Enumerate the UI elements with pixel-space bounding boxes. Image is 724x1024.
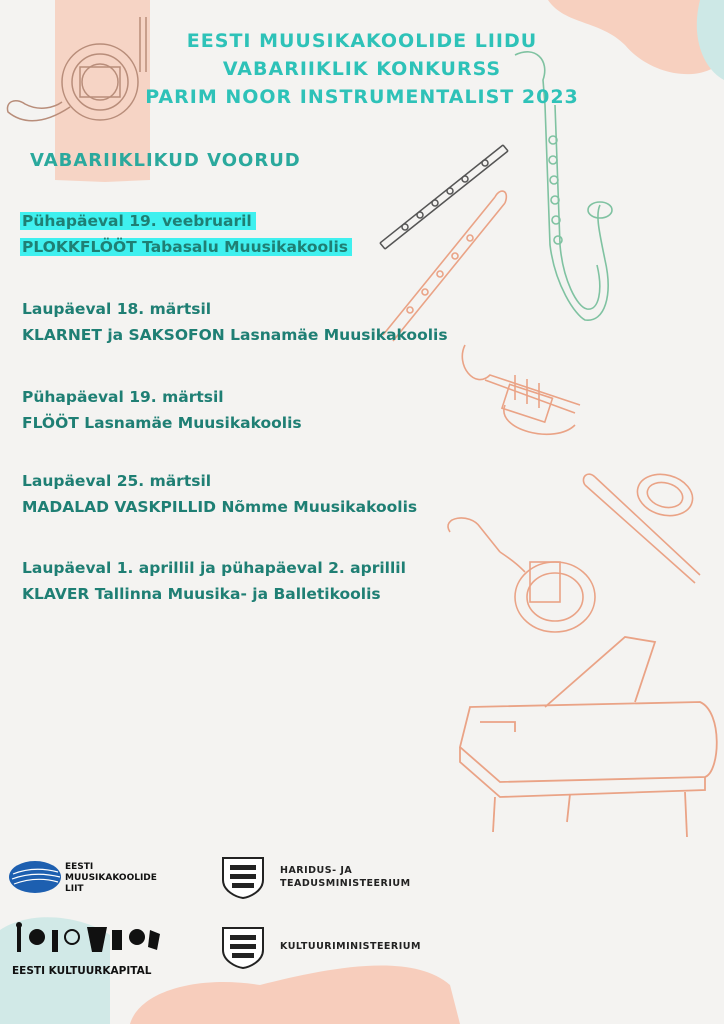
event-4 [22,468,417,520]
eml-line-2: MUUSIKAKOOLIDE [65,873,157,883]
tuba-icon [440,512,600,637]
piano-icon [455,632,724,842]
header-line-1: EESTI MUUSIKAKOOLIDE LIIDU [186,30,538,52]
coat-of-arms-icon [220,855,266,899]
subheading: VABARIIKLIKUD VOORUD [30,150,301,171]
event-1-detail: PLOKKFLÖÖT Tabasalu Muusikakoolis [20,238,352,256]
ministry-1-text [280,864,411,890]
event-5 [22,555,406,607]
event-3-date: Pühapäeval 19. märtsil [22,388,224,406]
event-5-detail: KLAVER Tallinna Muusika- ja Balletikoolis [22,585,381,603]
event-1 [22,208,352,260]
event-4-date: Laupäeval 25. märtsil [22,472,212,490]
coat-of-arms-icon [220,925,266,969]
ministry-1-line-1: HARIDUS- JA [280,865,353,876]
ministry-1-line-2: TEADUSMINISTEERIUM [280,878,411,889]
header-line-2: VABARIIKLIK KONKURSS [222,58,502,80]
eml-line-3: LIIT [65,884,84,894]
event-1-date: Pühapäeval 19. veebruaril [20,212,256,230]
event-5-date: Laupäeval 1. aprillil ja pühapäeval 2. aprillil [22,559,406,577]
kultuurkapital-logo-icon [12,922,162,962]
event-4-detail: MADALAD VASKPILLID Nõmme Muusikakoolis [22,498,418,516]
event-2-detail: KLARNET ja SAKSOFON Lasnamäe Muusikakoolis [22,326,448,344]
event-2 [22,296,448,348]
ministry-2-text: KULTUURIMINISTEERIUM [280,941,421,952]
blob-bottom-center [130,966,460,1024]
event-2-date: Laupäeval 18. märtsil [22,300,212,318]
event-3-detail: FLÖÖT Lasnamäe Muusikakoolis [22,414,302,432]
event-3 [22,384,302,436]
trumpet-icon [455,335,590,445]
header-line-3: PARIM NOOR INSTRUMENTALIST 2023 [145,86,579,108]
eml-line-1: EESTI [65,862,94,872]
eml-logo-icon [8,860,63,895]
eml-logo-text [65,862,157,895]
kultuurkapital-text: EESTI KULTUURKAPITAL [12,965,152,977]
